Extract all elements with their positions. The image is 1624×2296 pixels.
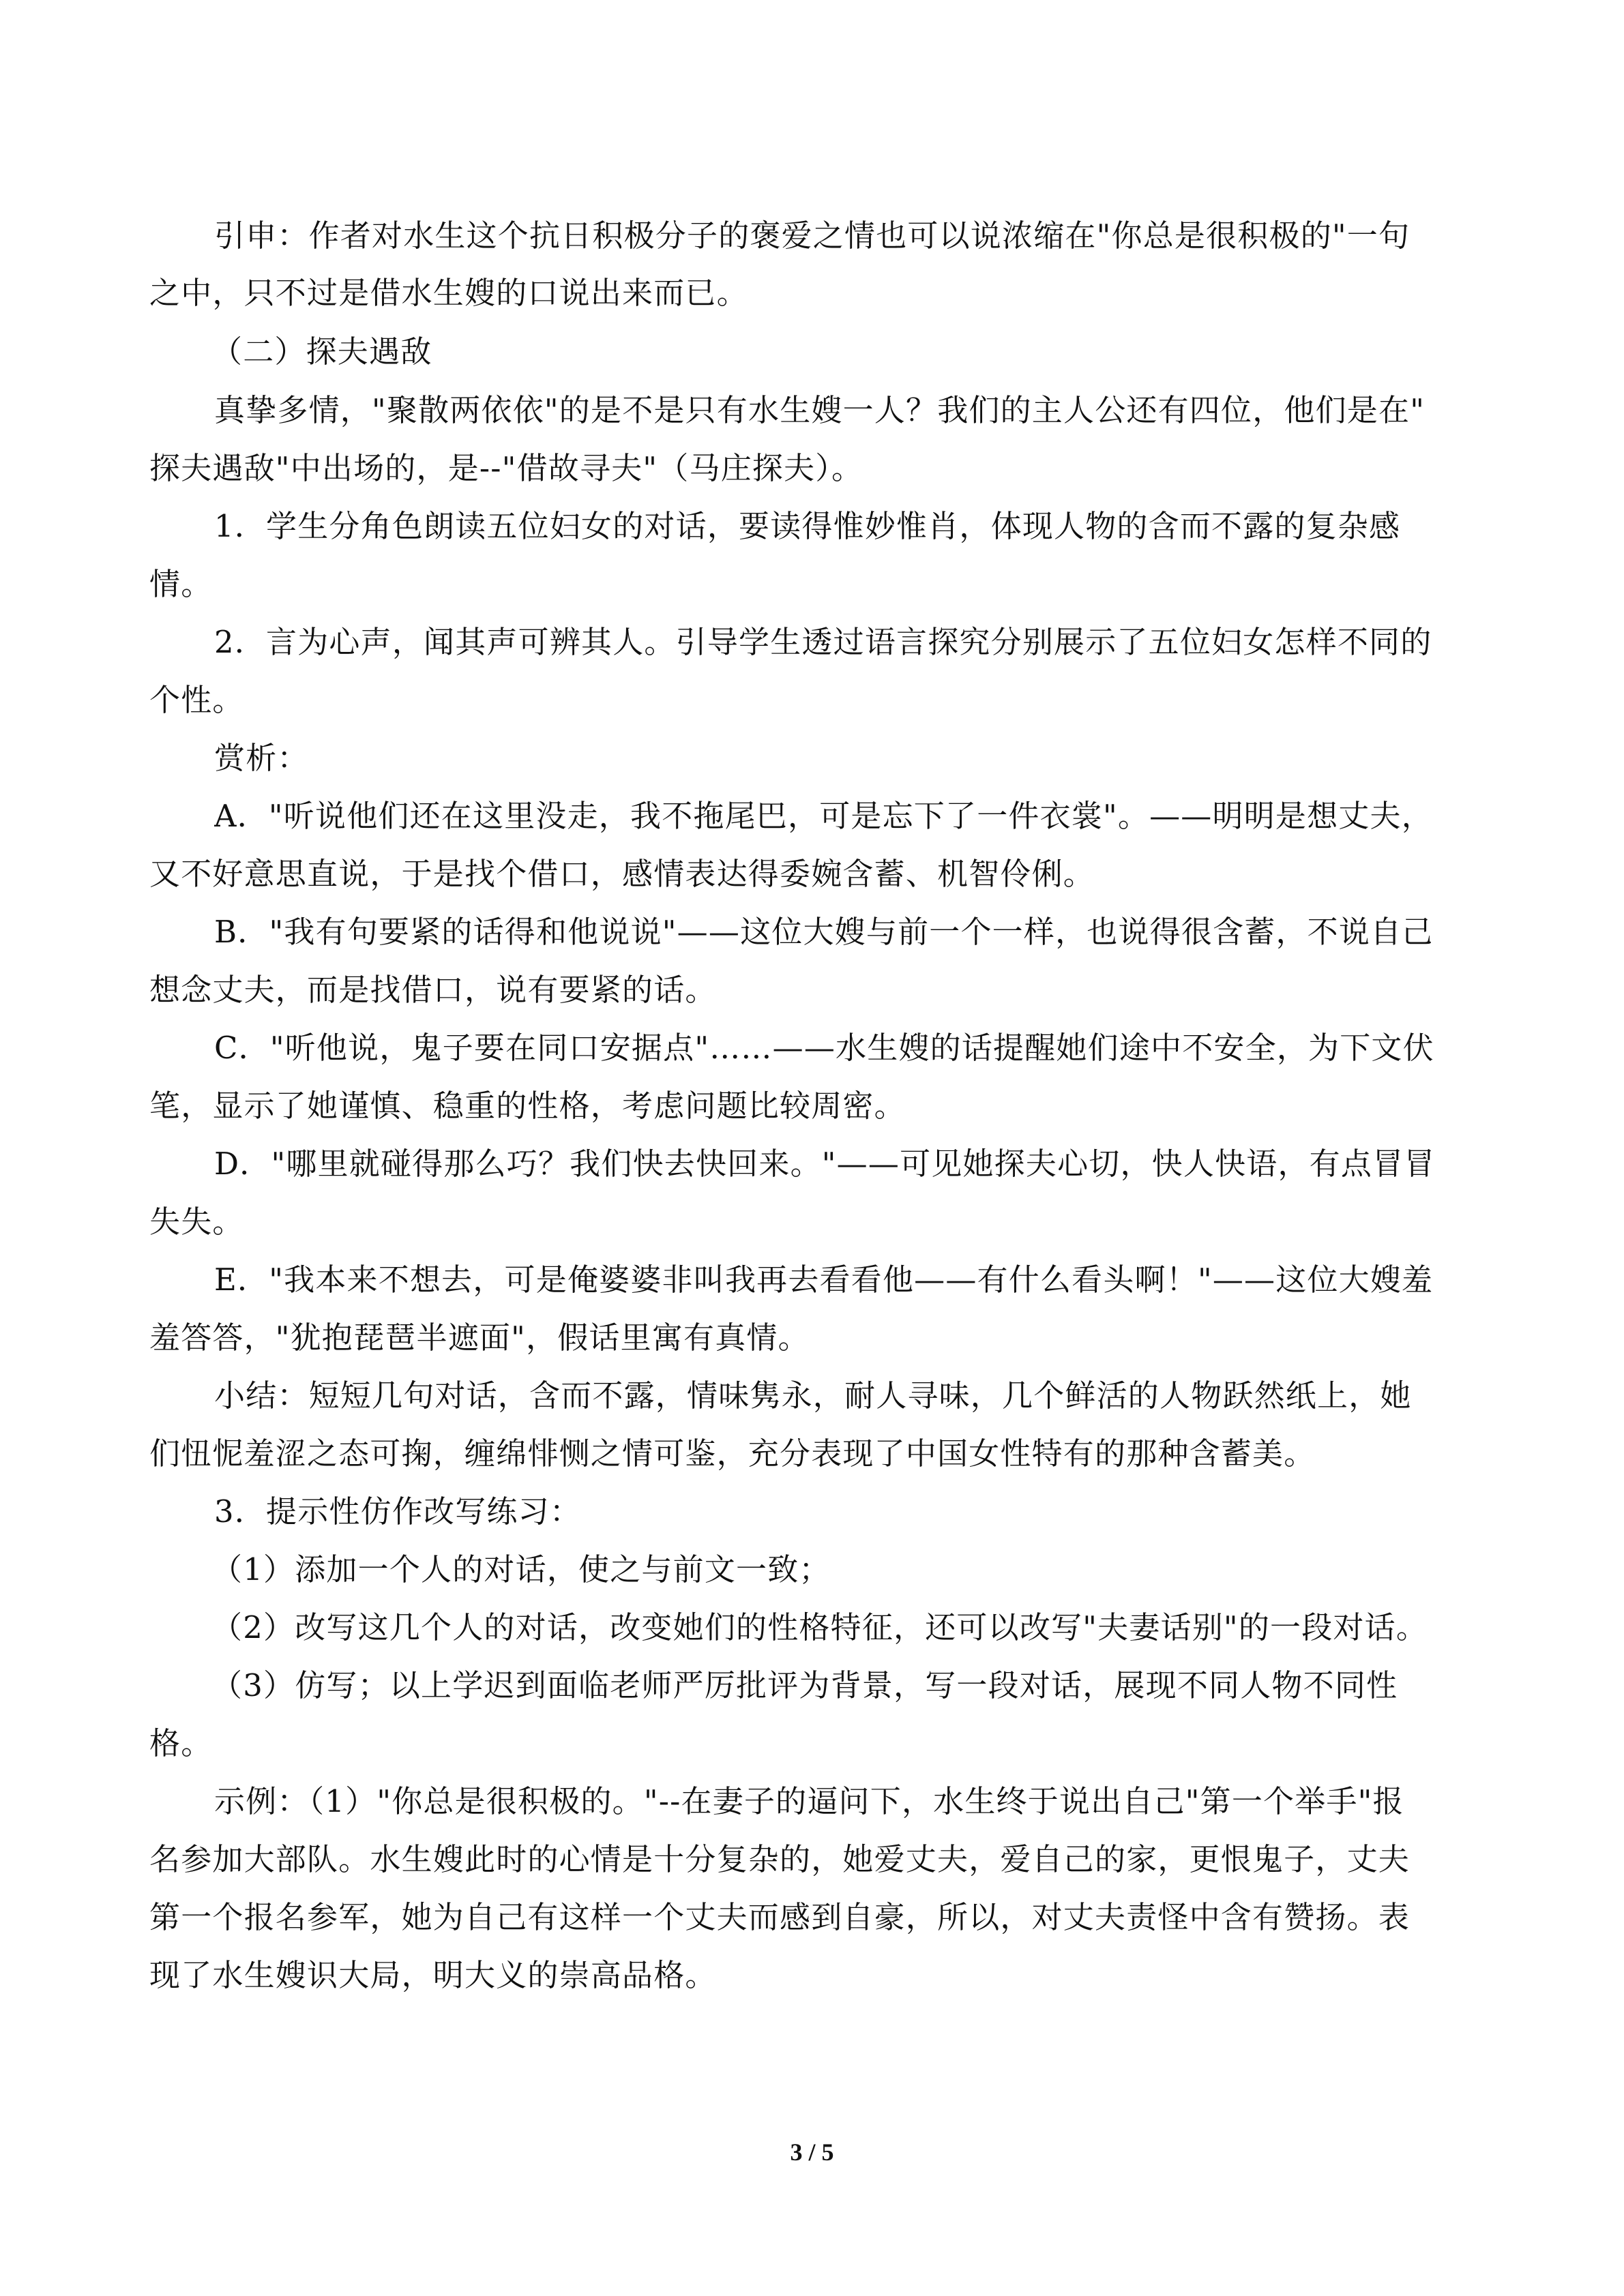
paragraph-line: 失失。 — [149, 1204, 244, 1240]
paragraph-line: 之中，只不过是借水生嫂的口说出来而已。 — [149, 275, 748, 311]
paragraph-line: 赏析： — [214, 740, 309, 776]
paragraph-line: A．"听说他们还在这里没走，我不拖尾巴，可是忘下了一件衣裳"。——明明是想丈夫， — [214, 798, 1433, 834]
paragraph-line: 现了水生嫂识大局，明大义的崇高品格。 — [149, 1957, 717, 1993]
paragraph-line: 引申：作者对水生这个抗日积极分子的褒爱之情也可以说浓缩在"你总是很积极的"一句 — [214, 218, 1411, 254]
paragraph-line: （3）仿写；以上学迟到面临老师严厉批评为背景，写一段对话，展现不同人物不同性 — [211, 1667, 1398, 1703]
paragraph-line: 2．言为心声，闻其声可辨其人。引导学生透过语言探究分别展示了五位妇女怎样不同的 — [214, 624, 1432, 660]
paragraph-line: C．"听他说，鬼子要在同口安据点"……——水生嫂的话提醒她们途中不安全，为下文伏 — [214, 1030, 1434, 1066]
paragraph-line: 小结：短短几句对话，含而不露，情味隽永，耐人寻味，几个鲜活的人物跃然纸上，她 — [214, 1377, 1412, 1414]
paragraph-line: 又不好意思直说，于是找个借口，感情表达得委婉含蓄、机智伶俐。 — [149, 856, 1095, 892]
paragraph-line: D．"哪里就碰得那么巧？我们快去快回来。"——可见她探夫心切，快人快语，有点冒冒 — [214, 1146, 1436, 1182]
paragraph-line: 3．提示性仿作改写练习： — [214, 1493, 582, 1530]
paragraph-line: 们忸怩羞涩之态可掬，缠绵悱恻之情可鉴，充分表现了中国女性特有的那种含蓄美。 — [149, 1435, 1316, 1472]
paragraph-line: E．"我本来不想去，可是俺婆婆非叫我再去看看他——有什么看头啊！"——这位大嫂羞 — [214, 1262, 1434, 1298]
page-number: 3 / 5 — [790, 2138, 834, 2166]
paragraph-line: 1．学生分角色朗读五位妇女的对话，要读得惟妙惟肖，体现人物的含而不露的复杂感 — [214, 508, 1401, 544]
paragraph-line: B．"我有句要紧的话得和他说说"——这位大嫂与前一个一样，也说得很含蓄，不说自己 — [214, 914, 1434, 950]
paragraph-line: 情。 — [149, 566, 213, 602]
section-heading: （二）探夫遇敌 — [211, 333, 432, 370]
paragraph-line: 探夫遇敌"中出场的，是--"借故寻夫"（马庄探夫）。 — [149, 450, 863, 486]
paragraph-line: 真挚多情，"聚散两依依"的是不是只有水生嫂一人？我们的主人公还有四位，他们是在" — [214, 392, 1426, 428]
paragraph-line: 名参加大部队。水生嫂此时的心情是十分复杂的，她爱丈夫，爱自己的家，更恨鬼子，丈夫 — [149, 1841, 1411, 1877]
paragraph-line: 笔，显示了她谨慎、稳重的性格，考虑问题比较周密。 — [149, 1088, 906, 1124]
paragraph-line: 羞答答，"犹抱琵琶半遮面"，假话里寓有真情。 — [149, 1320, 810, 1356]
paragraph-line: 格。 — [149, 1725, 213, 1761]
paragraph-line: （2）改写这几个人的对话，改变她们的性格特征，还可以改写"夫妻话别"的一段对话。 — [211, 1609, 1428, 1645]
paragraph-line: 想念丈夫，而是找借口，说有要紧的话。 — [149, 972, 717, 1008]
paragraph-line: （1）添加一个人的对话，使之与前文一致； — [211, 1551, 831, 1587]
paragraph-line: 示例：（1）"你总是很积极的。"--在妻子的逼问下，水生终于说出自己"第一个举手"报 — [214, 1783, 1404, 1819]
paragraph-line: 第一个报名参军，她为自己有这样一个丈夫而感到自豪，所以，对丈夫责怪中含有赞扬。表 — [149, 1899, 1411, 1935]
paragraph-line: 个性。 — [149, 682, 244, 718]
